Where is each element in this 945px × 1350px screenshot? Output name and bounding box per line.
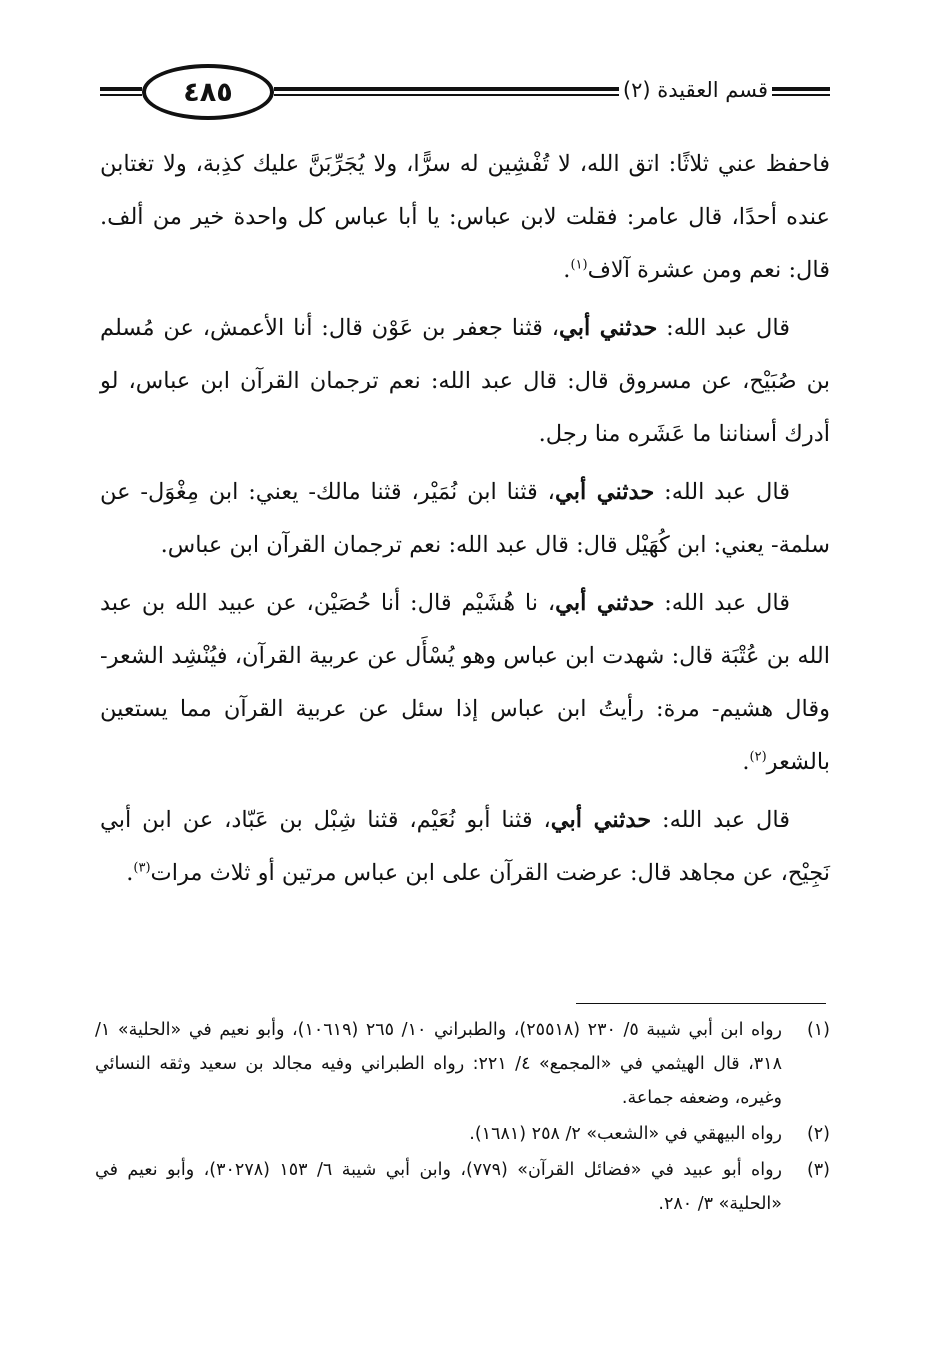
header-rule-left: [100, 87, 142, 91]
paragraph-3-bold: حدثني أبي: [554, 479, 655, 505]
paragraph-3: [100, 466, 830, 572]
paragraph-5-bold: حدثني أبي: [550, 807, 652, 833]
paragraph-5-end: .: [126, 860, 134, 886]
paragraph-3-lead: قال عبد الله:: [654, 479, 791, 505]
paragraph-1-text: فاحفظ عني ثلاثًا: اتق الله، لا تُفْشِين له سرًّا، ولا يُجَرِّبَنَّ عليك كذِبة، ولا تغتابن عنده أحدًا، قال عامر: فقلت لابن عباس: يا أبا عباس كل واحدة خير من ألف. قال: نعم ومن عشرة آلاف: [100, 151, 830, 283]
paragraph-1: [100, 138, 830, 297]
paragraph-1-end: .: [563, 257, 571, 283]
footnote-ref-3: (٣): [133, 860, 151, 876]
section-title: قسم العقيدة (٢): [619, 78, 772, 102]
main-text: [100, 138, 830, 905]
paragraph-5-text: ، قثنا أبو نُعَيْم، قثنا شِبْل بن عَبّاد، عن ابن أبي نَجِيْح، عن مجاهد قال: عرضت القرآن على ابن عباس مرتين أو ثلاث مرات: [100, 807, 830, 886]
paragraph-4: [100, 577, 830, 789]
footnote-divider: [576, 1003, 826, 1004]
paragraph-3-text: ، قثنا ابن نُمَيْر، قثنا مالك- يعني: ابن مِغْوَل- عن سلمة- يعني: ابن كُهَيْل قال: قال عبد الله: نعم ترجمان القرآن ابن عباس.: [100, 479, 830, 558]
header-rule-left-thin: [100, 94, 142, 96]
paragraph-5: [100, 794, 830, 900]
paragraph-4-bold: حدثني أبي: [555, 590, 655, 616]
page-header: [100, 60, 830, 130]
footnote-number: (٢): [806, 1124, 830, 1144]
footnote-1: [95, 1013, 830, 1115]
paragraph-2-text: ، قثنا جعفر بن عَوْن قال: أنا الأعمش، عن مُسلم بن صُبَيْح، عن مسروق قال: قال عبد الله: نعم ترجمان القرآن ابن عباس، لو أدرك أسناننا ما عَشَره منا رجل.: [100, 315, 830, 447]
footnote-ref-2: (٢): [749, 749, 767, 765]
paragraph-2-lead: قال عبد الله:: [657, 315, 790, 341]
footnote-number: (٣): [806, 1160, 830, 1180]
footnote-number: (١): [806, 1020, 830, 1040]
footnote-text: رواه أبو عبيد في «فضائل القرآن» (٧٧٩)، وابن أبي شيبة ٦/ ١٥٣ (٣٠٢٧٨)، وأبو نعيم في «الحلية» ٣/ ٢٨٠.: [95, 1160, 782, 1214]
paragraph-2-bold: حدثني أبي: [558, 315, 658, 341]
footnote-2: [95, 1117, 830, 1151]
paragraph-4-end: .: [742, 749, 750, 775]
footnote-3: [95, 1153, 830, 1221]
footnotes: [95, 1013, 830, 1223]
page-number: ٤٨٥: [142, 64, 274, 120]
paragraph-5-lead: قال عبد الله:: [651, 807, 791, 833]
paragraph-4-lead: قال عبد الله:: [654, 590, 791, 616]
paragraph-2: [100, 302, 830, 461]
footnote-text: رواه البيهقي في «الشعب» ٢/ ٢٥٨ (١٦٨١).: [469, 1124, 782, 1144]
footnote-text: رواه ابن أبي شيبة ٥/ ٢٣٠ (٢٥٥١٨)، والطبراني ١٠/ ٢٦٥ (١٠٦١٩)، وأبو نعيم في «الحلية» ١/ ٣١٨، قال الهيثمي في «المجمع» ٤/ ٢٢١: رواه الطبراني وفيه مجالد بن سعيد وثقه النسائي وغيره، وضعفه جماعة.: [95, 1020, 782, 1108]
footnote-ref-1: (١): [570, 257, 588, 273]
paragraph-4-text: ، نا هُشَيْم قال: أنا حُصَيْن، عن عبيد الله بن عبد الله بن عُتْبَة قال: شهدت ابن عباس وهو يُسْأَل عن عربية القرآن، فيُنْشِد الشعر- وقال هشيم- مرة: رأيتُ ابن عباس إذا سئل عن عربية القرآن مما يستعين بالشعر: [100, 590, 830, 775]
